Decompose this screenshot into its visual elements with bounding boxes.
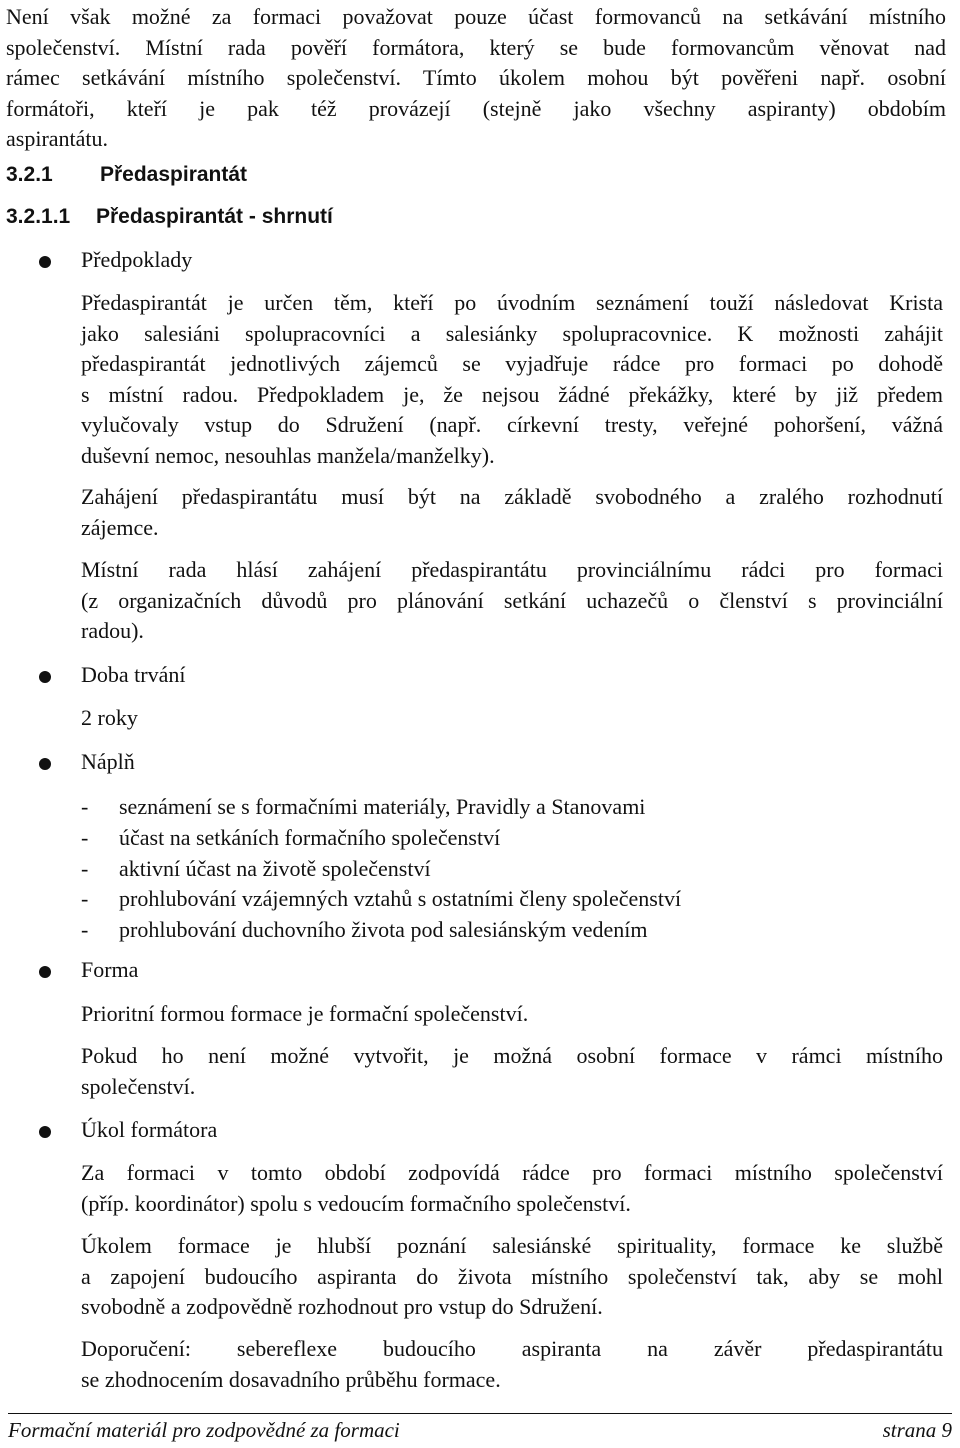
section-title: Předaspirantát <box>100 163 248 186</box>
text-line: Zahájení předaspirantátu musí být na základě svobodného a zralého rozhodnutí <box>81 484 943 509</box>
text-line: vylučovaly vstup do Sdružení (např. církevní tresty, veřejné pohoršení, vážná <box>81 412 943 437</box>
section-number: 3.2.1 <box>6 163 53 186</box>
text-line: duševní nemoc, nesouhlas manžela/manželky). <box>81 442 495 468</box>
text-line: Doporučení: sebereflexe budoucího aspiranta na závěr předaspirantátu <box>81 1336 943 1361</box>
ukol-label: Úkol formátora <box>81 1117 218 1142</box>
text-line: Místní rada hlásí zahájení předaspirantátu provinciálnímu rádci pro formaci <box>81 557 943 582</box>
doba-label: Doba trvání <box>81 662 186 687</box>
bullet-icon <box>39 671 51 683</box>
intro-line: aspirantátu. <box>6 126 109 151</box>
text-line: radou). <box>81 618 144 643</box>
section-heading <box>6 163 247 187</box>
text-line: společenství. <box>81 1073 196 1099</box>
list-item: - účast na setkáních formačního společenství <box>81 824 501 850</box>
doba-value: 2 roky <box>81 705 138 730</box>
text-line: s místní radou. Předpokladem je, že nejsou žádné překážky, které by již předem <box>81 381 943 407</box>
predpoklady-label: Předpoklady <box>81 247 193 272</box>
text-line: (z organizačních důvodů pro plánování setkání uchazečů o členství s provinciální <box>81 587 943 613</box>
text-line: zájemce. <box>81 514 159 540</box>
footer-divider <box>8 1413 952 1414</box>
text-line: Předaspirantát je určen těm, kteří po úvodním seznámení touží následovat Krista <box>81 290 943 315</box>
bullet-icon <box>39 1126 51 1138</box>
list-item: - prohlubování vzájemných vztahů s ostatními členy společenství <box>81 886 682 912</box>
forma-paragraph-2 <box>81 1041 943 1102</box>
subsection-title: Předaspirantát - shrnutí <box>96 205 333 228</box>
list-item: - aktivní účast na životě společenství <box>81 855 431 881</box>
bullet-icon <box>39 966 51 978</box>
ukol-paragraph-1 <box>81 1158 943 1219</box>
text-line: Pokud ho není možné vytvořit, je možná osobní formace v rámci místního <box>81 1043 943 1068</box>
ukol-paragraph-3 <box>81 1334 943 1395</box>
forma-label: Forma <box>81 957 139 982</box>
text-line: jako salesiáni spolupracovníci a salesiánky spolupracovnice. K možnosti zahájit <box>81 320 943 346</box>
bullet-icon <box>39 758 51 770</box>
text-line: Úkolem formace je hlubší poznání salesiánské spirituality, formace ke službě <box>81 1233 943 1258</box>
napln-list <box>81 792 681 946</box>
text-line: Za formaci v tomto období zodpovídá rádce pro formaci místního společenství <box>81 1160 943 1185</box>
text-line: Prioritní formou formace je formační společenství. <box>81 1001 529 1026</box>
list-item: - prohlubování duchovního života pod salesiánským vedením <box>81 917 648 943</box>
intro-line: rámec setkávání místního společenství. Tímto úkolem mohou být pověřeni např. osobní <box>6 65 946 90</box>
text-line: předaspirantát jednotlivých zájemců se vyjadřuje rádce pro formaci po dohodě <box>81 351 943 376</box>
intro-line: formátoři, kteří je pak též provázejí (stejně jako všechny aspiranty) obdobím <box>6 95 946 121</box>
predpoklady-paragraph-2 <box>81 482 943 543</box>
list-item: - seznámení se s formačními materiály, Pravidly a Stanovami <box>81 794 646 819</box>
footer-title: Formační materiál pro zodpovědné za formaci <box>8 1418 400 1442</box>
text-line: svobodně a zodpovědně rozhodnout pro vstup do Sdružení. <box>81 1294 603 1319</box>
text-line: a zapojení budoucího aspiranta do života místního společenství tak, aby se mohl <box>81 1263 943 1289</box>
text-line: (příp. koordinátor) spolu s vedoucím formačního společenství. <box>81 1190 631 1216</box>
subsection-number: 3.2.1.1 <box>6 205 71 228</box>
ukol-paragraph-2 <box>81 1231 943 1323</box>
intro-line: Není však možné za formaci považovat pouze účast formovanců na setkávání místního <box>6 4 946 29</box>
intro-paragraph <box>6 2 946 155</box>
predpoklady-paragraph-3 <box>81 555 943 647</box>
forma-paragraph-1 <box>81 999 943 1030</box>
napln-label: Náplň <box>81 749 135 774</box>
subsection-heading <box>6 205 333 229</box>
text-line: se zhodnocením dosavadního průběhu formace. <box>81 1366 501 1392</box>
intro-line: společenství. Místní rada pověří formátora, který se bude formovancům věnovat nad <box>6 34 946 60</box>
page-number: strana 9 <box>882 1418 952 1442</box>
bullet-icon <box>39 256 51 268</box>
predpoklady-paragraph-1 <box>81 288 943 471</box>
